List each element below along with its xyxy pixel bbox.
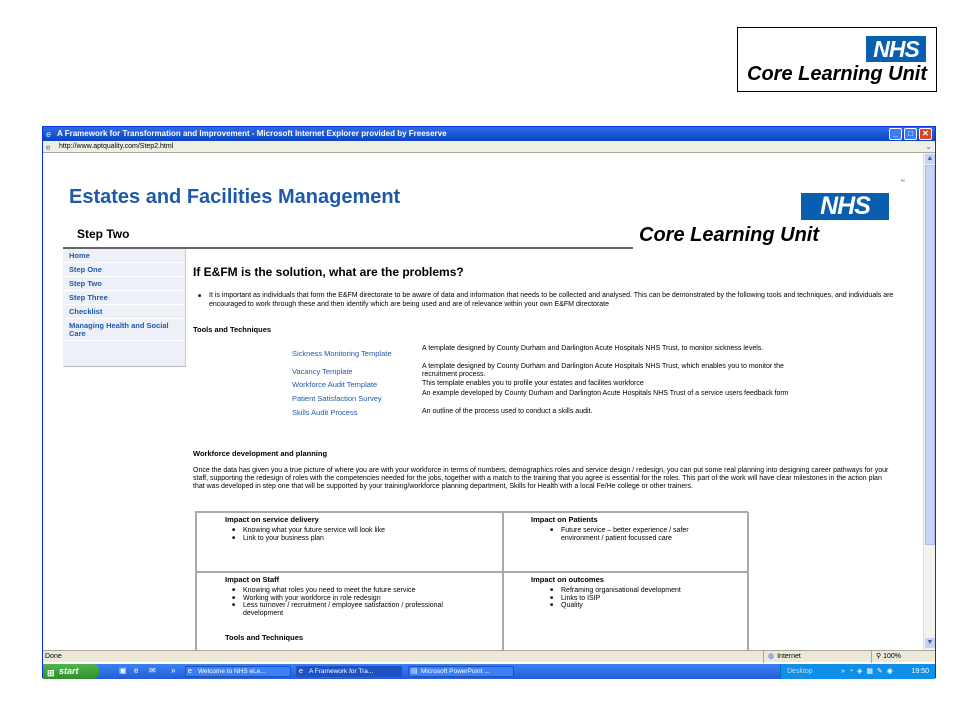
tool-row (292, 365, 792, 379)
tools-heading: Tools and Techniques (193, 325, 272, 334)
impact-list (243, 587, 478, 617)
start-label: start (59, 666, 79, 676)
tool-description: An outline of the process used to conduct a skills audit. (422, 408, 593, 415)
address-dropdown-icon[interactable]: ⌄ (925, 142, 932, 151)
security-zone (763, 651, 863, 663)
taskbar-item-powerpoint[interactable] (408, 666, 514, 677)
impact-title: Impact on Staff (225, 575, 280, 584)
internet-explorer-icon: e (188, 668, 192, 675)
globe-icon: ◍ (768, 653, 775, 660)
taskbar-item-framework[interactable] (296, 666, 402, 677)
list-item: ■ Links to ISIP (561, 595, 681, 603)
impact-list (243, 527, 385, 542)
taskbar (43, 664, 935, 679)
show-desktop-icon[interactable]: ▣ (119, 666, 127, 675)
list-item: ■ Less turnover / recruitment / employee satisfaction / professional development (243, 602, 478, 617)
window-titlebar (43, 127, 935, 141)
list-item: ■ Reframing organisational development (561, 587, 681, 595)
site-title: Estates and Facilities Management (69, 186, 401, 208)
impact-tools-heading: Tools and Techniques (225, 633, 304, 642)
windows-flag-icon: ⊞ (47, 668, 55, 678)
tool-description: This template enables you to profile your estates and facilites workforce (422, 380, 644, 387)
minimize-button[interactable]: _ (889, 128, 902, 140)
intro-paragraph: ■ It is important as individuals that form the E&FM directorate to be aware of data and information that needs to be collected and analysed. This can be demonstrated by the following tools and techniques, and individuals are encouraged to work through these and then identify which are being used and are of relevance within your own E&FM directorate (209, 292, 899, 309)
start-button[interactable] (43, 664, 99, 679)
list-item: ■ Working with your workforce in role redesign (243, 595, 478, 603)
page-icon: e (46, 143, 51, 152)
address-url[interactable]: http://www.aptquality.com/Step2.html (59, 143, 174, 150)
page-viewport (43, 153, 923, 650)
question-heading: If E&FM is the solution, what are the problems? (193, 265, 464, 279)
impact-list (561, 527, 721, 542)
scroll-down-icon[interactable]: ▼ (926, 639, 934, 646)
nav-step-three[interactable]: Step Three (63, 291, 185, 305)
tool-link[interactable]: Workforce Audit Template (292, 380, 378, 389)
browser-window (42, 126, 936, 678)
trademark-mark: ™ (900, 179, 905, 185)
impact-title: Impact on Patients (531, 515, 598, 524)
tool-row (292, 407, 792, 421)
magnifier-icon: ⚲ (876, 653, 884, 660)
status-bar (43, 650, 935, 662)
impact-table (195, 511, 748, 650)
side-nav (63, 249, 186, 367)
nav-step-one[interactable]: Step One (63, 263, 185, 277)
desktop-toolbar-label[interactable]: Desktop (787, 668, 813, 675)
powerpoint-icon: ▤ (411, 668, 418, 675)
zoom-level[interactable] (871, 651, 935, 663)
impact-title: Impact on service delivery (225, 515, 319, 524)
impact-cell-staff (196, 572, 503, 650)
tool-row (292, 390, 792, 407)
nhs-logo-box (737, 27, 937, 92)
tool-description: An example developed by County Durham and Darlington Acute Hospitals NHS Trust of a service users feedback form (422, 390, 789, 397)
list-item: ■ Link to your business plan (243, 535, 385, 543)
impact-cell-patients (503, 512, 749, 572)
quicklaunch-more-icon[interactable]: » (171, 666, 176, 675)
vertical-scrollbar[interactable] (923, 153, 935, 650)
scroll-thumb[interactable] (925, 165, 935, 545)
list-item: ■ Knowing what roles you need to meet the future service (243, 587, 478, 595)
list-item: ■ Quality (561, 602, 681, 610)
impact-list (561, 587, 681, 610)
tool-description: A template designed by County Durham and Darlington Acute Hospitals NHS Trust, to monitor sickness levels. (422, 345, 764, 352)
nav-checklist[interactable]: Checklist (63, 305, 185, 319)
tray-icons[interactable]: » ◔ ◈ ▦ ✎ ◉ (841, 668, 894, 675)
workforce-heading: Workforce development and planning (193, 449, 328, 458)
impact-cell-service (196, 512, 503, 572)
task-label: A Framework for Tra... (309, 668, 374, 675)
page-core-learning-unit: Core Learning Unit (639, 224, 820, 246)
nav-managing-health[interactable]: Managing Health and Social Care (63, 319, 185, 341)
tool-link[interactable]: Skills Audit Process (292, 408, 358, 417)
list-item: ■ Knowing what your future service will look like (243, 527, 385, 535)
status-text: Done (45, 653, 62, 660)
clock: 19:50 (911, 668, 929, 675)
task-label: Welcome to NHS eLe... (198, 668, 266, 675)
page-nhs-logo: NHS (801, 193, 889, 220)
system-tray (780, 664, 935, 679)
maximize-button[interactable]: □ (904, 128, 917, 140)
nav-step-two[interactable]: Step Two (63, 277, 185, 291)
taskbar-item-nhs[interactable] (185, 666, 291, 677)
internet-explorer-icon: e (46, 129, 52, 139)
nav-home[interactable]: Home (63, 249, 185, 263)
internet-explorer-icon: e (299, 668, 303, 675)
tool-link[interactable]: Sickness Monitoring Template (292, 349, 392, 358)
address-bar[interactable] (43, 141, 935, 153)
tool-row (292, 347, 792, 361)
close-button[interactable]: ✕ (919, 128, 932, 140)
step-heading: Step Two (77, 227, 130, 241)
tools-list (292, 347, 792, 421)
tool-link[interactable]: Patient Satisfaction Survey (292, 394, 382, 403)
workforce-paragraph: Once the data has given you a true picture of where you are with your workforce in terms of numbers, demographics roles and service design / redesign, you can put some real planning into designing career pathways for your staff, supporting the redesign of roles with the competencies needed for the jobs, together with a match to the training that you agree is essential for the roles. This part of the work will have clear milestones in the action plan that was developed in step one that will be supported by your training/workforce planning department, Skills for Health with a local Fe/He college or other trainers. (193, 467, 889, 490)
tool-description: A template designed by County Durham and Darlington Acute Hospitals NHS Trust, which enables you to monitor the recruitment process. (422, 363, 784, 378)
internet-explorer-icon[interactable]: e (134, 666, 139, 675)
core-learning-unit-label: Core Learning Unit (747, 63, 928, 85)
email-icon[interactable]: ✉ (149, 666, 156, 675)
zone-label: Internet (777, 653, 801, 660)
impact-cell-outcomes (503, 572, 749, 650)
scroll-up-icon[interactable]: ▲ (926, 155, 934, 162)
task-label: Microsoft PowerPoint ... (421, 668, 490, 675)
zoom-label: 100% (883, 653, 901, 660)
list-item: ■ Future service – better experience / safer environment / patient focussed care (561, 527, 721, 542)
impact-title: Impact on outcomes (531, 575, 604, 584)
nhs-logo: NHS (866, 36, 926, 62)
window-title: A Framework for Transformation and Improvement - Microsoft Internet Explorer provided by Freeserve (57, 129, 447, 138)
tool-link[interactable]: Vacancy Template (292, 367, 353, 376)
